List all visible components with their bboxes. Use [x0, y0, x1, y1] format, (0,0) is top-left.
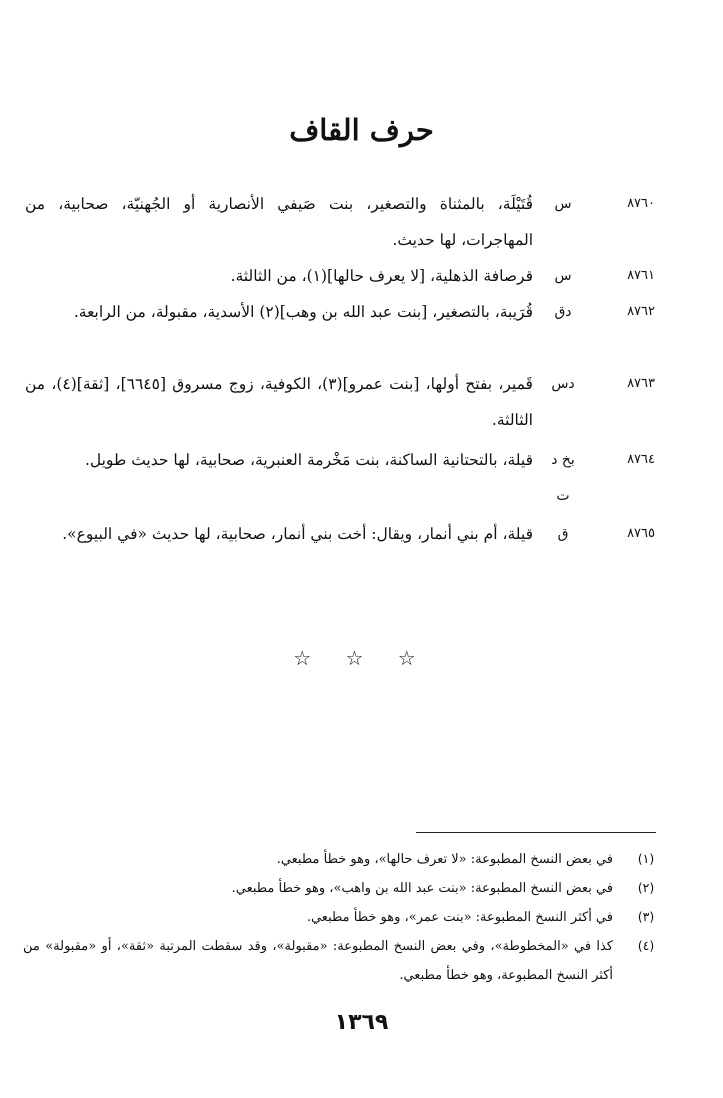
entry-number: ٨٧٦٠ [627, 196, 655, 211]
entry-code: دس [551, 376, 575, 392]
section-separator-stars: ☆ ☆ ☆ [293, 646, 430, 670]
footnote-number: (٣) [637, 909, 655, 924]
entry-text: قيلة، أم بني أنمار، ويقال: أخت بني أنمار، صحابية، لها حديث «في البيوع». [62, 525, 533, 543]
entry-text: قَمير، بفتح أولها، [بنت عمرو](٣)، الكوفية، زوج مسروق [٦٦٤٥]، [ثقة](٤)، من الثالثة. [25, 375, 533, 429]
footnote-text: في أكثر النسخ المطبوعة: «بنت عمر»، وهو خطأ مطبعي. [306, 910, 613, 925]
entry-text: قُرَيبة، بالتصغير، [بنت عبد الله بن وهب](٢) الأسدية، مقبولة، من الرابعة. [73, 303, 533, 321]
entry-code: بخ د ت [551, 452, 575, 504]
entry-code: س [554, 268, 572, 284]
entry-code: دق [554, 304, 572, 320]
entry-number: ٨٧٦٥ [627, 526, 655, 541]
chapter-title: حرف القاف [289, 113, 434, 147]
entry-number: ٨٧٦٤ [627, 452, 655, 467]
entry-code: ق [557, 526, 569, 542]
entry-number: ٨٧٦١ [627, 268, 655, 283]
footnote-number: (٤) [637, 938, 655, 953]
footnote-text: في بعض النسخ المطبوعة: «لا تعرف حالها»، وهو خطأ مطبعي. [276, 852, 613, 867]
footnote-text: كذا في «المخطوطة»، وفي بعض النسخ المطبوعة: «مقبولة»، وقد سقطت المرتبة «ثقة»، أو «مقبولة» من أكثر النسخ المطبوعة، وهو خطأ مطبعي. [23, 939, 613, 983]
entry-text: قُتَيْلَة، بالمثناة والتصغير، بنت صَيفي الأنصارية أو الجُهنيّة، صحابية، من المهاجرات، لها حديث. [25, 195, 533, 249]
footnote-divider [416, 832, 656, 833]
footnote-number: (٢) [637, 880, 655, 895]
entry-number: ٨٧٦٢ [627, 304, 655, 319]
entry-text: قيلة، بالتحتانية الساكنة، بنت مَخْرمة العنبرية، صحابية، لها حديث طويل. [84, 451, 533, 469]
footnote-number: (١) [637, 851, 655, 866]
page-number: ١٣٦٩ [334, 1010, 389, 1035]
entry-code: س [554, 196, 572, 212]
entry-text: قرصافة الذهلية، [لا يعرف حالها](١)، من الثالثة. [230, 267, 533, 285]
footnote-text: في بعض النسخ المطبوعة: «بنت عبد الله بن واهب»، وهو خطأ مطبعي. [231, 881, 613, 896]
entry-number: ٨٧٦٣ [627, 376, 655, 391]
